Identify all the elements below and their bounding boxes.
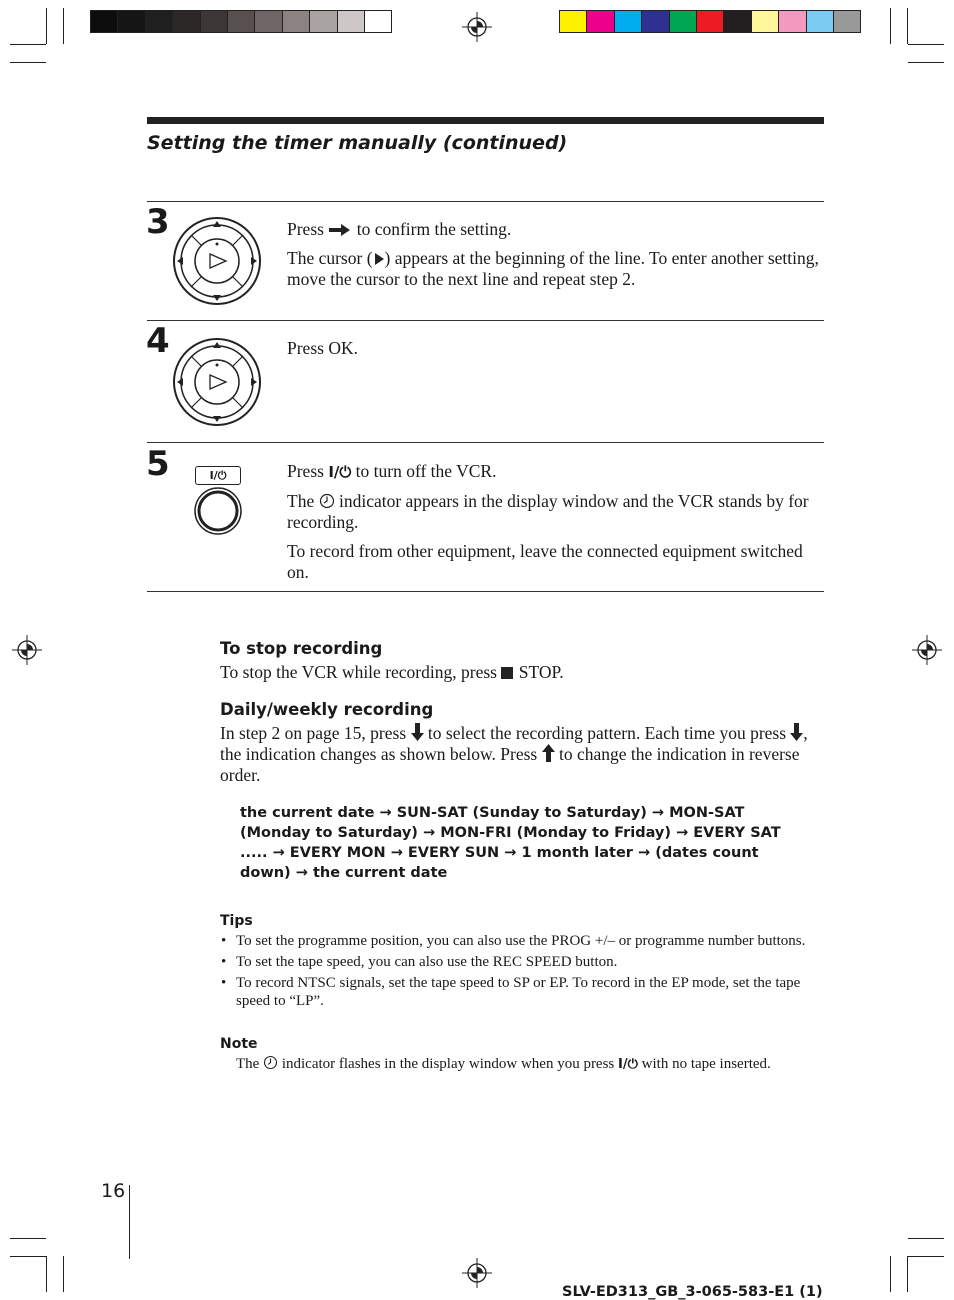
sequence-item: EVERY SAT ..... <box>240 825 781 861</box>
footer-code: SLV-ED313_GB_3-065-583-E1 (1) <box>562 1284 823 1300</box>
step-4-instructions <box>287 338 827 367</box>
power-button-icon <box>192 487 244 535</box>
color-swatch <box>723 10 751 33</box>
step-divider <box>147 442 824 443</box>
color-swatch <box>614 10 642 33</box>
down-arrow-icon <box>790 723 803 741</box>
tip-item: To set the programme position, you can also use the PROG +/– or programme number buttons. <box>236 933 806 949</box>
color-swatch <box>669 10 697 33</box>
sequence-arrow-icon: → <box>385 845 408 861</box>
instruction-text: Press OK. <box>287 338 358 358</box>
body-text: To stop the VCR while recording, press <box>220 662 497 682</box>
sequence-item: (dates count down) <box>240 845 759 881</box>
color-swatch <box>696 10 724 33</box>
color-swatch <box>806 10 834 33</box>
body-text: to change the indication in reverse order. <box>220 744 800 785</box>
power-button-label: I/⏻ <box>195 466 241 485</box>
section-title: Setting the timer manually (continued) <box>147 132 568 154</box>
sequence-item: 1 month later <box>521 845 633 861</box>
note-text: The <box>236 1056 260 1072</box>
bullet-icon: • <box>221 975 227 991</box>
power-symbol: I/⏻ <box>618 1057 638 1072</box>
registration-mark-icon <box>462 1258 492 1288</box>
step-number: 5 <box>146 444 170 484</box>
tips-section <box>220 913 825 1013</box>
step-divider <box>147 320 824 321</box>
sequence-arrow-icon: → <box>632 845 656 861</box>
recording-pattern-sequence <box>240 803 800 883</box>
timer-clock-icon <box>263 1055 278 1070</box>
gray-swatch <box>254 10 282 33</box>
section-heading: Daily/weekly recording <box>220 700 434 719</box>
gray-swatch <box>364 10 392 33</box>
color-swatch <box>778 10 806 33</box>
daily-weekly-section <box>220 700 810 786</box>
color-swatch <box>586 10 614 33</box>
step-number: 4 <box>146 321 170 361</box>
cursor-pad-icon <box>172 216 262 306</box>
instruction-text: Press <box>287 219 324 239</box>
sequence-item: MON-FRI (Monday to Friday) <box>440 825 672 841</box>
gray-swatch <box>337 10 365 33</box>
stop-recording-section <box>220 639 820 683</box>
color-swatch <box>559 10 587 33</box>
sequence-arrow-icon: → <box>374 805 397 821</box>
note-section <box>220 1036 810 1077</box>
step-divider <box>147 201 824 202</box>
body-text: STOP. <box>518 662 564 682</box>
instruction-text: to turn off the VCR. <box>355 461 497 481</box>
timer-clock-icon <box>319 493 335 509</box>
instruction-text: Press <box>287 461 324 481</box>
body-text: , the indication changes as shown below. Press <box>220 723 808 764</box>
instruction-text: The cursor ( <box>287 248 373 268</box>
page-number: 16 <box>101 1180 126 1202</box>
cursor-triangle-icon <box>373 252 385 266</box>
cursor-pad-icon <box>172 337 262 427</box>
power-symbol: I/⏻ <box>328 463 352 481</box>
sequence-item: the current date <box>240 805 375 821</box>
down-arrow-icon <box>411 723 424 741</box>
bullet-icon: • <box>221 933 227 949</box>
step-divider <box>147 591 824 592</box>
step-number: 3 <box>146 202 170 242</box>
right-arrow-icon <box>328 223 352 237</box>
step-3-instructions <box>287 219 827 298</box>
note-text: indicator flashes in the display window when you press <box>281 1056 615 1072</box>
gray-swatch <box>309 10 337 33</box>
sequence-item: MON-SAT (Monday to Saturday) <box>240 805 745 841</box>
step-5-instructions <box>287 461 827 591</box>
up-arrow-icon <box>542 744 555 762</box>
sequence-item: EVERY SUN <box>407 845 500 861</box>
note-text: with no tape inserted. <box>641 1056 771 1072</box>
sequence-item: SUN-SAT (Sunday to Saturday) <box>396 805 647 821</box>
gray-swatch <box>117 10 145 33</box>
gray-swatch <box>145 10 173 33</box>
gray-swatch <box>227 10 255 33</box>
header-thick-rule <box>147 117 824 124</box>
tip-item: To set the tape speed, you can also use the REC SPEED button. <box>236 954 618 970</box>
sequence-item: EVERY MON <box>289 845 386 861</box>
instruction-text: ) appears at the beginning of the line. To enter another setting, move the cursor to the next line and repeat step 2. <box>287 248 819 289</box>
tips-heading: Tips <box>220 913 253 929</box>
color-swatch <box>641 10 669 33</box>
gray-swatch <box>282 10 310 33</box>
note-heading: Note <box>220 1036 258 1052</box>
bullet-icon: • <box>221 954 227 970</box>
sequence-arrow-icon: → <box>499 845 522 861</box>
instruction-text: The <box>287 491 315 511</box>
section-heading: To stop recording <box>220 639 383 658</box>
stop-square-icon <box>501 667 514 680</box>
sequence-arrow-icon: → <box>671 825 694 841</box>
instruction-text: indicator appears in the display window and the VCR stands by for recording. <box>287 491 809 532</box>
margin-rule <box>129 1185 130 1259</box>
registration-mark-icon <box>12 635 42 665</box>
tip-item: To record NTSC signals, set the tape speed to SP or EP. To record in the EP mode, set the tape speed to “LP”. <box>236 975 801 1009</box>
sequence-arrow-icon: → <box>267 845 290 861</box>
body-text: to select the recording pattern. Each time you press <box>427 723 787 743</box>
body-text: In step 2 on page 15, press <box>220 723 407 743</box>
gray-swatch <box>200 10 228 33</box>
sequence-arrow-icon: → <box>417 825 441 841</box>
sequence-arrow-icon: → <box>646 805 670 821</box>
color-swatch <box>751 10 779 33</box>
gray-swatch <box>172 10 200 33</box>
registration-mark-icon <box>462 12 492 42</box>
color-swatch <box>833 10 861 33</box>
gray-swatch <box>90 10 118 33</box>
instruction-text: To record from other equipment, leave the connected equipment switched on. <box>287 541 803 582</box>
sequence-arrow-icon: → <box>290 865 313 881</box>
sequence-item: the current date <box>312 865 448 881</box>
instruction-text: to confirm the setting. <box>356 219 512 239</box>
registration-mark-icon <box>912 635 942 665</box>
